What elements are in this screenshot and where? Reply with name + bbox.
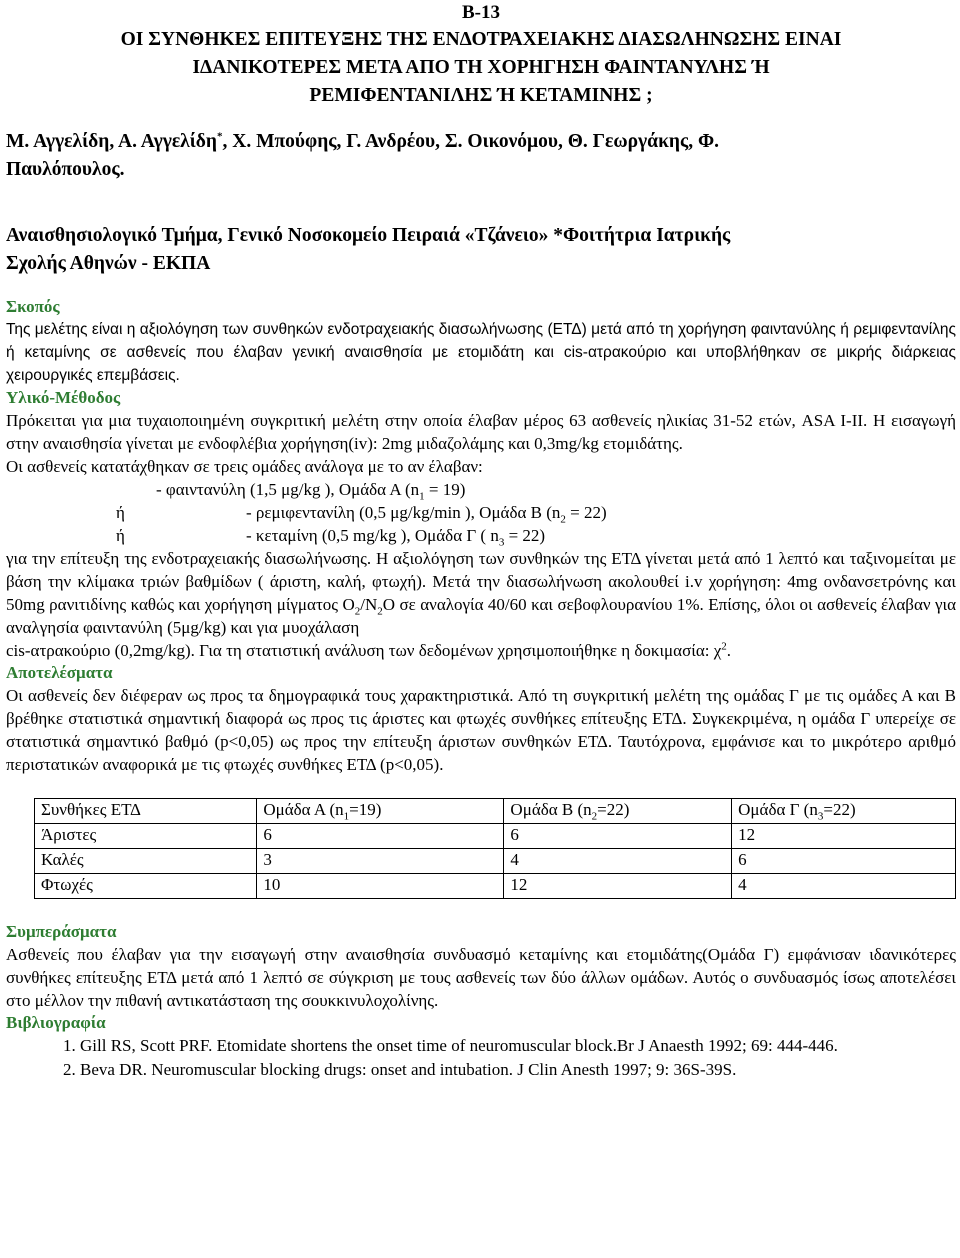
section-references — [6, 1012, 956, 1082]
group-c-line: ή - κεταμίνη (0,5 mg/kg ), Ομάδα Γ ( $n_3 = 22$) — [116, 526, 546, 549]
group-a-line: - φαιντανύλη (1,5 μg/kg ), Ομάδα Α $(n_1 = 19)$ — [156, 480, 466, 503]
table-header-cell: Ομάδα Β $(n_2=22)$ — [504, 799, 732, 824]
table-cell: 4 — [504, 849, 732, 874]
affiliation-line: Σχολής Αθηνών - ΕΚΠΑ — [6, 253, 211, 274]
reference-item: 1. Gill RS, Scott PRF. Etomidate shortens the onset time of neuromuscular block.Br J Anaesth 1992; 69: 444-446. — [80, 1034, 956, 1058]
title-line: ΙΔΑΝΙΚΟΤΕΡΕΣ ΜΕΤΑ ΑΠΟ ΤΗ ΧΟΡΗΓΗΣΗ ΦΑΙΝΤΑΝΥΛΗΣ Ή — [192, 57, 770, 78]
table-header-row — [35, 799, 956, 824]
group-b-line: ή - ρεμιφεντανίλη (0,5 μg/kg/min ), Ομάδα Β $(n_2 = 22)$ — [116, 503, 607, 526]
table-header-cell: Συνθήκες ΕΤΔ — [35, 799, 257, 824]
table-cell: 3 — [257, 849, 504, 874]
table-header-cell: Ομάδα Γ $(n_3=22)$ — [732, 799, 956, 824]
table-cell: 12 — [732, 824, 956, 849]
results-table — [34, 798, 956, 899]
section-aim — [6, 296, 956, 387]
table-header-cell: Ομάδα Α $(n_1=19)$ — [257, 799, 504, 824]
abstract-title — [6, 26, 956, 110]
methods-p3: για την επίτευξη της ενδοτραχειακής διασωλήνωσης. Η αξιολόγηση των συνθηκών της ΕΤΔ γίνεται μετά από 1 λεπτό και ταξινομείται με βάση την κλίμακα τριών βαθμίδων ( άριστη, καλή, φτωχή). Μετά την διασωλήνωση ακολουθεί i.v χορήγηση: 4mg ονδανσετρόνης και 50mg ρανιτιδίνης καθώς και χορήγηση μίγματος $O_2/N_2O$ σε αναλογία 40/60 και σεβοφλουρανίου 1%. Επίσης, όλοι οι ασθενείς έλαβαν για αναλγησία φαιντανύλη (5μg/kg) και για μυοχάλαση — [6, 549, 956, 637]
table-cell: 10 — [257, 874, 504, 899]
table-row — [35, 824, 956, 849]
reference-list — [6, 1034, 956, 1082]
aim-text: Της μελέτης είναι η αξιολόγηση των συνθηκών ενδοτραχειακής διασωλήνωσης (ΕΤΔ) μετά από τη χορήγηση φαιντανύλης ή ρεμιφεντανίλης ή κεταμίνης σε ασθενείς που έλαβαν γενική αναισθησία με ετομιδάτη και cis-ατρακούριο και υποβλήθηκαν σε μικρής διάρκειας χειρουργικές επεμβάσεις. — [6, 321, 956, 384]
table-cell: Άριστες — [35, 824, 257, 849]
aim-heading: Σκοπός — [6, 297, 60, 316]
title-line: ΟΙ ΣΥΝΘΗΚΕΣ ΕΠΙΤΕΥΞΗΣ ΤΗΣ ΕΝΔΟΤΡΑΧΕΙΑΚΗΣ ΔΙΑΣΩΛΗΝΩΣΗΣ ΕΙΝΑΙ — [120, 29, 842, 50]
results-text: Οι ασθενείς δεν διέφεραν ως προς τα δημογραφικά τους χαρακτηριστικά. Από τη συγκριτική μελέτη της ομάδας Γ με τις ομάδες Α και Β βρέθηκε στατιστικά σημαντική διαφορά ως προς τις άριστες και φτωχές συνθήκες επίτευξης ΕΤΔ. Συγκεκριμένα, η ομάδα Γ υπερείχε σε στατιστικά σημαντικό βαθμό (p<0,05) ως προς την επίτευξη άριστων συνθηκών ΕΤΔ. Ταυτόχρονα, εμφάνισε και το μικρότερο αριθμό περιστατικών αναφορικά με τις φτωχές συνθήκες ΕΤΔ (p<0,05). — [6, 686, 956, 774]
methods-p2: Οι ασθενείς κατατάχθηκαν σε τρεις ομάδες ανάλογα με το αν έλαβαν: — [6, 457, 483, 476]
authors-line2: Παυλόπουλος. — [6, 159, 125, 180]
table-cell: 12 — [504, 874, 732, 899]
section-methods — [6, 387, 956, 662]
authors-part1: Μ. Αγγελίδη, Α. Αγγελίδη — [6, 131, 218, 152]
abstract-code: Β-13 — [462, 2, 500, 23]
table-cell: Φτωχές — [35, 874, 257, 899]
methods-p4: cis-ατρακούριο (0,2mg/kg). Για τη στατιστική ανάλυση των δεδομένων χρησιμοποιήθηκε η δοκιμασία: $\chi^2$. — [6, 640, 731, 660]
table-cell: 6 — [504, 824, 732, 849]
methods-p1: Πρόκειται για μια τυχαιοποιημένη συγκριτική μελέτη στην οποία έλαβαν μέρος 63 ασθενείς ηλικίας 31-52 ετών, ASA I-II. Η εισαγωγή στην αναισθησία γίνεται με ενδοφλέβια χορήγηση(iv): 2mg μιδαζολάμης και 0,3mg/kg ετομιδάτης. — [6, 411, 956, 453]
abstract-page — [6, 0, 956, 1082]
table-row — [35, 849, 956, 874]
affiliation-line: Αναισθησιολογικό Τμήμα, Γενικό Νοσοκομείο Πειραιά «Τζάνειο» *Φοιτήτρια Ιατρικής — [6, 225, 731, 246]
author-list — [6, 128, 956, 184]
table-cell: 6 — [257, 824, 504, 849]
conclusions-heading: Συμπεράσματα — [6, 922, 117, 941]
table-cell: 4 — [732, 874, 956, 899]
table-cell: Καλές — [35, 849, 257, 874]
methods-heading: Υλικό-Μέθοδος — [6, 388, 121, 407]
author-star: * — [217, 130, 223, 143]
reference-item: 2. Beva DR. Neuromuscular blocking drugs: onset and intubation. J Clin Anesth 1997; 9: 36S-39S. — [80, 1058, 956, 1082]
authors-part2: , Χ. Μπούφης, Γ. Ανδρέου, Σ. Οικονόμου, Θ. Γεωργάκης, Φ. — [222, 131, 719, 152]
title-line: ΡΕΜΙΦΕΝΤΑΝΙΛΗΣ Ή ΚΕΤΑΜΙΝΗΣ ; — [309, 85, 653, 106]
affiliation — [6, 222, 956, 278]
results-heading: Αποτελέσματα — [6, 663, 113, 682]
section-results — [6, 662, 956, 776]
table-cell: 6 — [732, 849, 956, 874]
references-heading: Βιβλιογραφία — [6, 1013, 106, 1032]
section-conclusions — [6, 921, 956, 1012]
conclusions-text: Ασθενείς που έλαβαν για την εισαγωγή στην αναισθησία συνδυασμό κεταμίνης και ετομιδάτης(Ομάδα Γ) εμφάνισαν ιδανικότερες συνθήκες επίτευξης ΕΤΔ μετά από 1 λεπτό σε σύγκριση με τους ασθενείς των δύο άλλων ομάδων. Αυτός ο συνδυασμός ίσως αποτελέσει στο μέλλον την πιθανή αντικατάσταση της σουκκινυλοχολίνης. — [6, 945, 956, 1010]
table-row — [35, 874, 956, 899]
